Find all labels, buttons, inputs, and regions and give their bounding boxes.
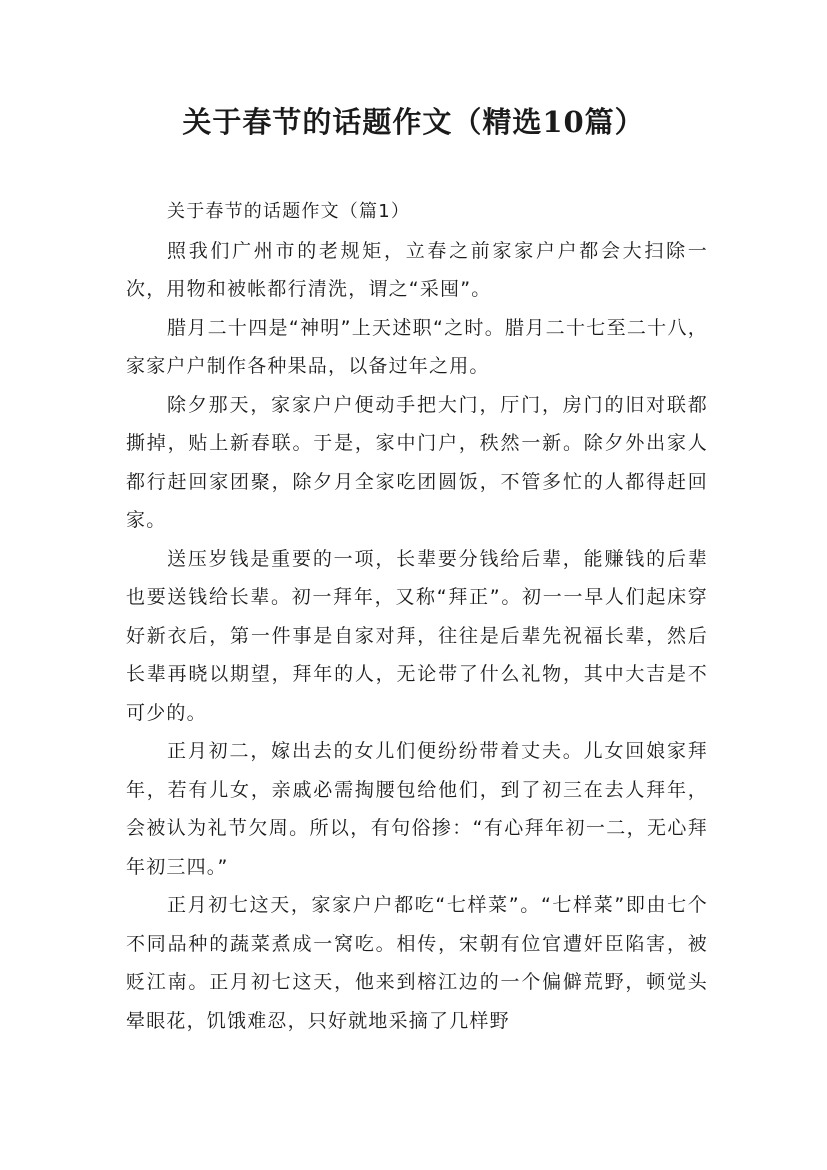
paragraph-6: 正月初七这天，家家户户都吃“七样菜”。“七样菜”即由七个不同品种的蔬菜煮成一窝吃。相传，宋朝有位官遭奸臣陷害，被贬江南。正月初七这天，他来到榕江边的一个偏僻荒野，顿觉头晕眼花，饥饿难忍，只好就地采摘了几样野 [126, 894, 708, 1032]
paragraph-1: 照我们广州市的老规矩，立春之前家家户户都会大扫除一次，用物和被帐都行清洗，谓之“采囤”。 [126, 239, 708, 300]
document-body [126, 193, 708, 1040]
paragraph-3: 除夕那天，家家户户便动手把大门，厅门，房门的旧对联都撕掉，贴上新春联。于是，家中门户，秩然一新。除夕外出家人都行赶回家团聚，除夕月全家吃团圆饭，不管多忙的人都得赶回家。 [126, 393, 708, 531]
paragraph-4: 送压岁钱是重要的一项，长辈要分钱给后辈，能赚钱的后辈也要送钱给长辈。初一拜年，又称“拜正”。初一一早人们起床穿好新衣后，第一件事是自家对拜，往往是后辈先祝福长辈，然后长辈再晓以期望，拜年的人，无论带了什么礼物，其中大吉是不可少的。 [126, 547, 708, 724]
section-heading: 关于春节的话题作文（篇1） [167, 201, 411, 222]
paragraph-2: 腊月二十四是“神明”上天述职“之时。腊月二十七至二十八，家家户户制作各种果品，以备过年之用。 [126, 316, 708, 377]
paragraph-5: 正月初二，嫁出去的女儿们便纷纷带着丈夫。儿女回娘家拜年，若有儿女，亲戚必需掏腰包给他们，到了初三在去人拜年，会被认为礼节欠周。所以，有句俗掺：“有心拜年初一二，无心拜年初三四。” [126, 740, 708, 878]
document-title: 关于春节的话题作文（精选10篇） [182, 105, 645, 139]
